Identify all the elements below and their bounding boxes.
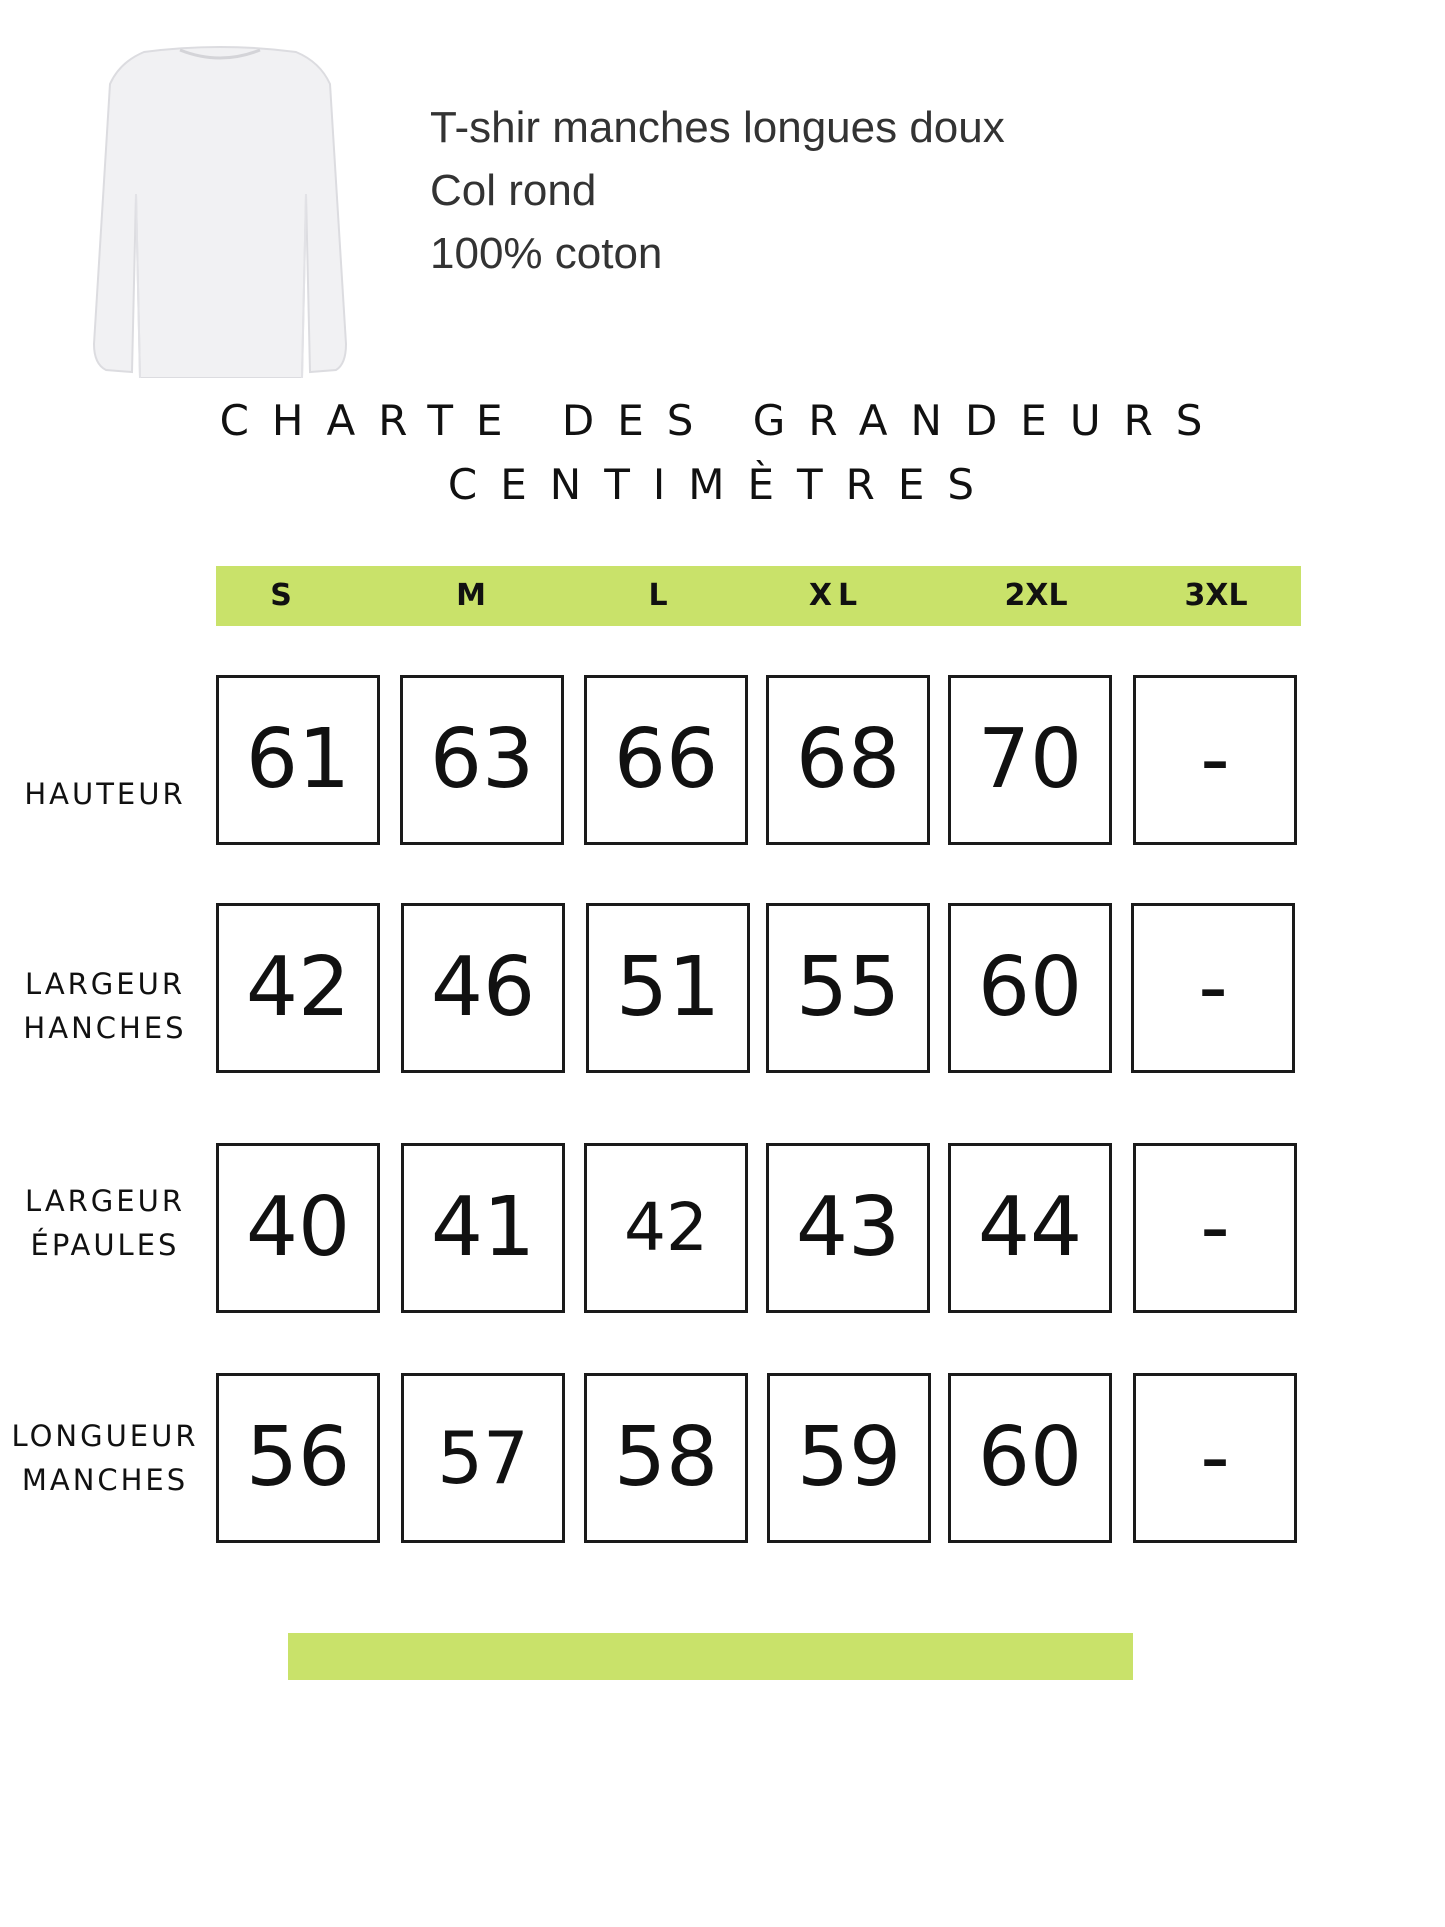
cell-hauteur-s (216, 675, 380, 845)
cell-value: 57 (437, 1416, 529, 1500)
bottom-accent-bar (288, 1633, 1133, 1680)
cell-epaules-xl (766, 1143, 930, 1313)
cell-value: 44 (977, 1180, 1083, 1275)
cell-manches-3xl (1133, 1373, 1297, 1543)
cell-value: 41 (430, 1180, 536, 1275)
row-label-line: LONGUEUR (11, 1419, 199, 1453)
cell-hauteur-m (400, 675, 564, 845)
product-line-3: 100% coton (430, 229, 663, 278)
cell-value: 63 (429, 712, 535, 807)
cell-value: - (1200, 1410, 1230, 1505)
size-label-s: S (270, 578, 292, 613)
cell-value: 43 (795, 1180, 901, 1275)
chart-title: CHARTE DES GRANDEURS (219, 396, 1226, 445)
cell-value: 55 (795, 940, 901, 1035)
cell-value: - (1200, 1180, 1230, 1275)
row-label-line: MANCHES (21, 1463, 189, 1497)
cell-hanches-2xl (948, 903, 1112, 1073)
size-label-3xl: 3XL (1184, 578, 1248, 613)
size-label-m: M (456, 578, 486, 613)
cell-hanches-xl (766, 903, 930, 1073)
cell-hanches-m (401, 903, 565, 1073)
cell-manches-2xl (948, 1373, 1112, 1543)
cell-manches-xl (767, 1373, 931, 1543)
shirt-body (94, 47, 346, 378)
chart-subtitle: CENTIMÈTRES (447, 460, 998, 509)
row-label-line: HAUTEUR (24, 777, 186, 811)
cell-hanches-3xl (1131, 903, 1295, 1073)
cell-value: 42 (245, 940, 351, 1035)
cell-epaules-m (401, 1143, 565, 1313)
cell-hauteur-xl (766, 675, 930, 845)
product-description (430, 96, 1005, 285)
size-label-xl: XL (808, 578, 864, 613)
row-label-line: ÉPAULES (30, 1228, 180, 1262)
cell-hanches-s (216, 903, 380, 1073)
cell-epaules-s (216, 1143, 380, 1313)
cell-value: 60 (977, 940, 1083, 1035)
cell-value: 51 (615, 940, 721, 1035)
row-label-largeur-epaules (0, 1179, 210, 1267)
cell-epaules-3xl (1133, 1143, 1297, 1313)
cell-epaules-2xl (948, 1143, 1112, 1313)
cell-value: 40 (245, 1180, 351, 1275)
size-header-bar (216, 566, 1301, 626)
cell-epaules-l (584, 1143, 748, 1313)
cell-value: 56 (245, 1410, 351, 1505)
size-label-2xl: 2XL (1004, 578, 1068, 613)
row-label-line: HANCHES (23, 1011, 187, 1045)
product-line-2: Col rond (430, 166, 597, 215)
cell-manches-s (216, 1373, 380, 1543)
cell-value: 70 (977, 712, 1083, 807)
cell-value: 42 (624, 1189, 708, 1266)
cell-hauteur-3xl (1133, 675, 1297, 845)
row-label-hauteur (0, 772, 210, 816)
row-label-line: LARGEUR (25, 967, 185, 1001)
cell-hauteur-2xl (948, 675, 1112, 845)
cell-hanches-l (586, 903, 750, 1073)
cell-hauteur-l (584, 675, 748, 845)
product-line-1: T-shir manches longues doux (430, 103, 1005, 152)
row-label-largeur-hanches (0, 962, 210, 1050)
cell-value: 60 (977, 1410, 1083, 1505)
cell-value: 58 (613, 1410, 719, 1505)
cell-value: 61 (245, 712, 351, 807)
cell-value: 46 (430, 940, 536, 1035)
cell-value: 59 (796, 1410, 902, 1505)
row-label-line: LARGEUR (25, 1184, 185, 1218)
cell-value: 66 (613, 712, 719, 807)
size-label-l: L (648, 578, 668, 613)
shirt-image (84, 44, 356, 378)
cell-value: 68 (795, 712, 901, 807)
cell-value: - (1198, 940, 1228, 1035)
row-label-longueur-manches (0, 1414, 210, 1502)
cell-manches-m (401, 1373, 565, 1543)
cell-manches-l (584, 1373, 748, 1543)
cell-value: - (1200, 712, 1230, 807)
